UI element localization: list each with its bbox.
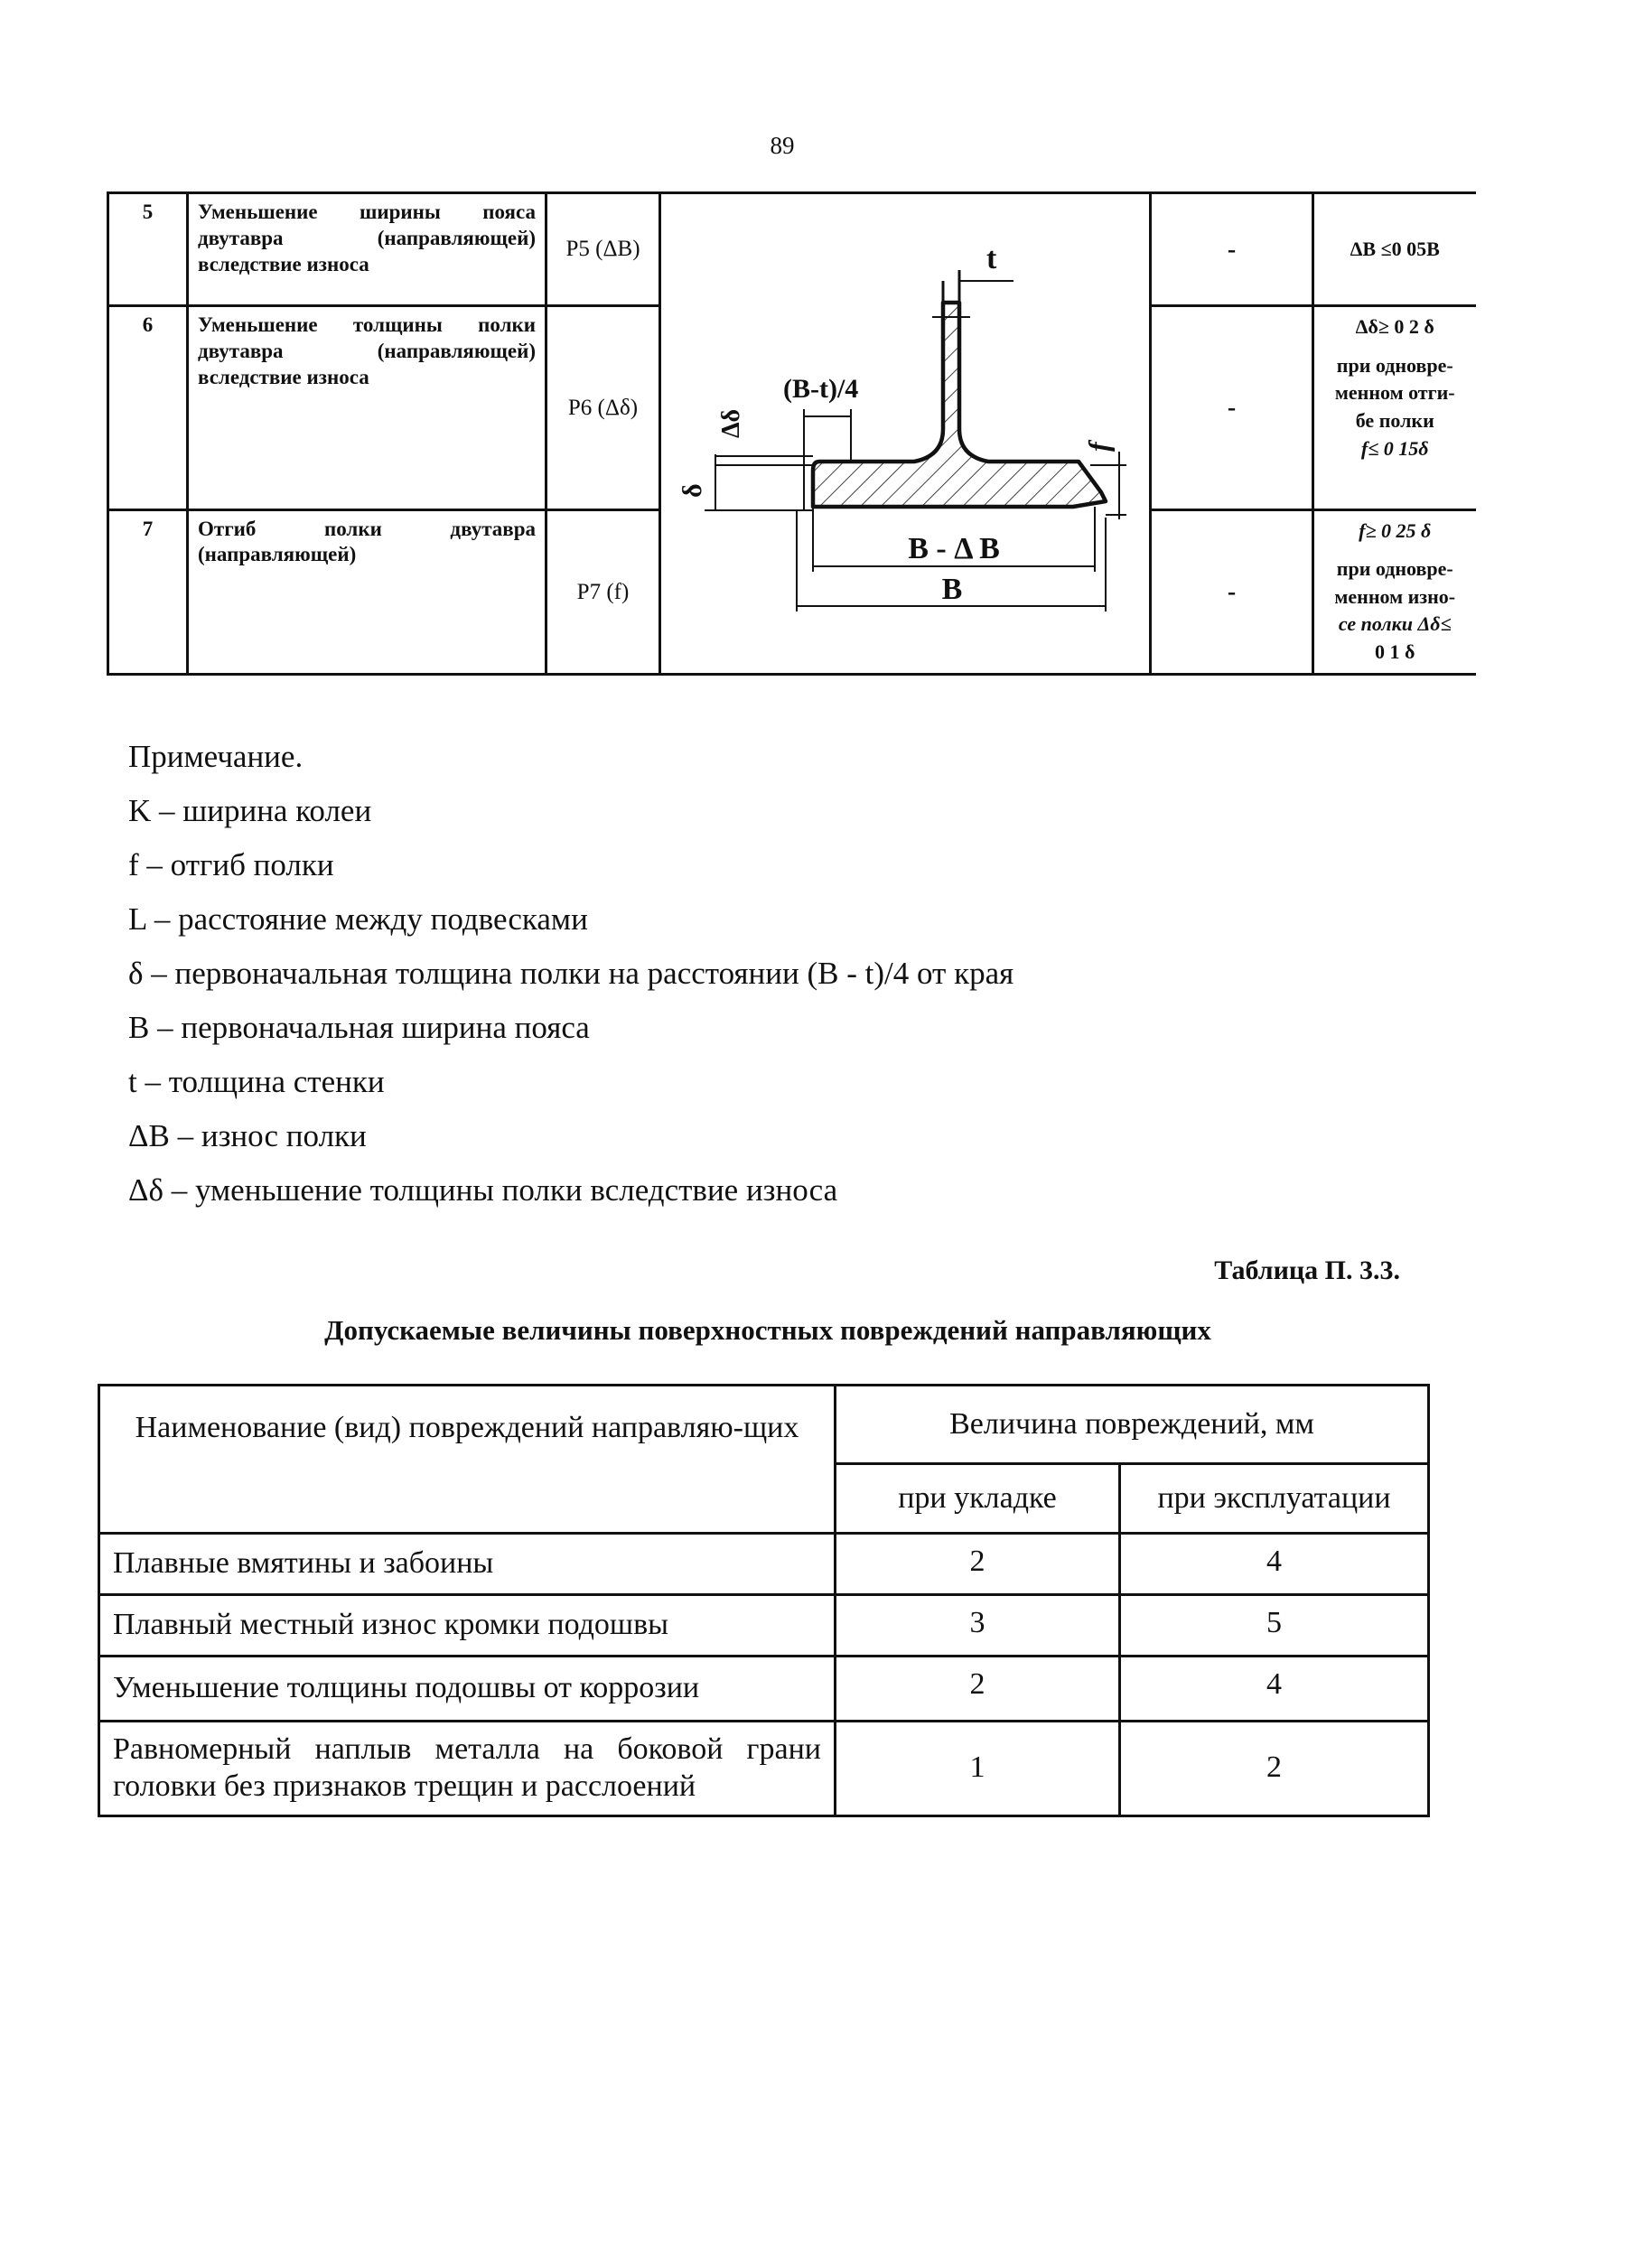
dash-cell: - — [1151, 193, 1313, 306]
limit-line: се полки Δδ≤ — [1338, 612, 1452, 636]
value-install: 2 — [836, 1657, 1120, 1722]
defect-description: Отгиб полки двутавра (направляющей) — [188, 509, 546, 674]
beam-profile — [813, 303, 1106, 507]
defect-description: Уменьшение толщины полки двутавра (направляющей) вследствие износа — [188, 306, 546, 509]
header-install: при укладке — [836, 1464, 1120, 1534]
label-delta-delta: Δδ — [717, 408, 745, 438]
damage-table — [98, 1384, 1430, 1817]
limit-line: Δδ≥ 0 2 δ — [1355, 315, 1434, 339]
table-row — [99, 1657, 1429, 1722]
note-item: L – расстояние между подвесками — [128, 901, 588, 937]
note-item: B – первоначальная ширина пояса — [128, 1010, 590, 1045]
value-operation: 2 — [1120, 1722, 1429, 1816]
table-row — [108, 193, 1476, 306]
limit-cell — [1313, 193, 1476, 306]
table-caption: Допускаемые величины поверхностных повреждений направляющих — [324, 1314, 1211, 1346]
header-damage-name: Наименование (вид) повреждений направляю-щих — [99, 1386, 836, 1534]
damage-name: Плавные вмятины и забоины — [99, 1534, 836, 1595]
defect-code: Р7 (f) — [546, 509, 660, 674]
note-item: δ – первоначальная толщина полки на расстоянии (B - t)/4 от края — [128, 956, 1014, 991]
label-f: f — [1082, 442, 1115, 452]
beam-diagram-cell — [660, 193, 1151, 675]
label-b-minus-delta-b: B - Δ B — [908, 532, 1000, 565]
value-operation: 4 — [1120, 1657, 1429, 1722]
limit-line: менном отги- — [1334, 381, 1455, 405]
limit-line: менном изно- — [1334, 584, 1456, 608]
note-item: K – ширина колеи — [128, 793, 372, 828]
label-b-t-4: (B-t)/4 — [783, 374, 859, 404]
defects-table — [107, 191, 1476, 676]
dash-cell: - — [1151, 306, 1313, 509]
damage-name: Уменьшение толщины подошвы от коррозии — [99, 1657, 836, 1722]
note-item: t – толщина стенки — [128, 1064, 385, 1099]
limit-line: при одновре- — [1336, 353, 1453, 377]
limit-line: бе полки — [1355, 409, 1434, 433]
notes-block — [128, 730, 1013, 1218]
defect-code: Р5 (ΔВ) — [546, 193, 660, 306]
limit-line: f≤ 0 15δ — [1360, 436, 1429, 460]
table-row — [99, 1534, 1429, 1595]
notes-title: Примечание. — [128, 739, 304, 774]
defect-description: Уменьшение ширины пояса двутавра (направляющей) вследствие износа — [188, 193, 546, 306]
header-damage-size: Величина повреждений, мм — [836, 1386, 1429, 1464]
table-row — [99, 1595, 1429, 1657]
label-t: t — [986, 242, 997, 275]
note-item: ΔB – износ полки — [128, 1118, 367, 1153]
note-item: f – отгиб полки — [128, 847, 334, 882]
limit-line: f≥ 0 25 δ — [1359, 518, 1432, 542]
value-install: 2 — [836, 1534, 1120, 1595]
dash-cell: - — [1151, 509, 1313, 674]
row-number: 5 — [108, 193, 188, 306]
limit-line: при одновре- — [1336, 557, 1453, 581]
limit-line: ΔВ ≤0 05В — [1350, 237, 1440, 260]
damage-name: Равномерный наплыв металла на боковой грани головки без признаков трещин и расслоений — [99, 1722, 836, 1816]
table-row — [99, 1722, 1429, 1816]
row-number: 6 — [108, 306, 188, 509]
header-operation: при эксплуатации — [1120, 1464, 1429, 1534]
value-install: 3 — [836, 1595, 1120, 1657]
table-label: Таблица П. 3.3. — [1214, 1255, 1400, 1285]
value-operation: 5 — [1120, 1595, 1429, 1657]
limit-line: 0 1 δ — [1375, 640, 1415, 664]
beam-section-diagram — [661, 194, 1149, 673]
damage-name: Плавный местный износ кромки подошвы — [99, 1595, 836, 1657]
note-item: Δδ – уменьшение толщины полки вследствие износа — [128, 1172, 838, 1208]
limit-cell — [1313, 306, 1476, 509]
limit-cell — [1313, 509, 1476, 674]
defect-code: Р6 (Δδ) — [546, 306, 660, 509]
value-operation: 4 — [1120, 1534, 1429, 1595]
value-install: 1 — [836, 1722, 1120, 1816]
page-number: 89 — [770, 132, 795, 159]
label-delta: δ — [677, 483, 707, 498]
label-b: B — [941, 573, 963, 606]
row-number: 7 — [108, 509, 188, 674]
